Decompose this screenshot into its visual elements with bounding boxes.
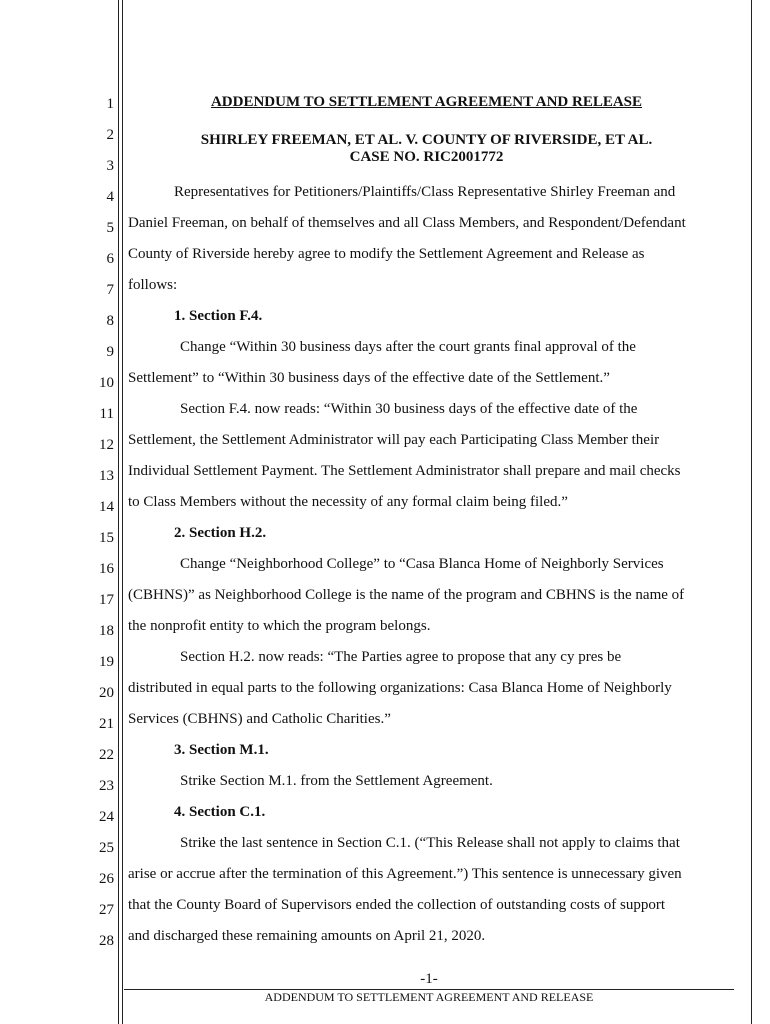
line-number: 10 [99, 375, 114, 391]
line-number: 28 [99, 933, 114, 949]
line-number: 4 [106, 189, 114, 205]
case-number: CASE NO. RIC2001772 [349, 149, 504, 165]
line-number: 22 [99, 747, 114, 763]
page-number: -1- [420, 971, 438, 987]
paragraph-line: Section H.2. now reads: “The Parties agree to propose that any cy pres be [180, 649, 622, 665]
paragraph-line: Daniel Freeman, on behalf of themselves and all Class Members, and Respondent/Defendant [128, 215, 686, 231]
line-number: 17 [99, 592, 114, 608]
footer-title: ADDENDUM TO SETTLEMENT AGREEMENT AND RELEASE [264, 990, 594, 1004]
section-m1-paragraph: Strike Section M.1. from the Settlement Agreement. [180, 773, 493, 789]
paragraph-line: follows: [128, 277, 178, 293]
paragraph-line: Services (CBHNS) and Catholic Charities.” [128, 711, 391, 727]
line-number: 13 [99, 468, 114, 484]
left-margin-rule-inner [122, 0, 123, 1024]
line-number: 14 [99, 499, 114, 515]
line-number: 8 [106, 313, 114, 329]
line-number: 11 [99, 406, 114, 422]
line-number: 20 [99, 685, 114, 701]
paragraph-line: County of Riverside hereby agree to modify the Settlement Agreement and Release as [128, 246, 645, 262]
paragraph-line: Strike the last sentence in Section C.1. (“This Release shall not apply to claims that [180, 835, 680, 851]
line-number: 16 [99, 561, 114, 577]
left-margin-rule-outer [118, 0, 119, 1024]
document-title: ADDENDUM TO SETTLEMENT AGREEMENT AND RELEASE [210, 94, 643, 110]
paragraph-line: and discharged these remaining amounts on April 21, 2020. [128, 928, 486, 944]
line-number: 6 [106, 251, 114, 267]
line-number: 24 [99, 809, 114, 825]
line-number: 2 [106, 127, 114, 143]
paragraph-line: Settlement” to “Within 30 business days of the effective date of the Settlement.” [128, 370, 610, 386]
line-number: 25 [99, 840, 114, 856]
paragraph-line: Change “Neighborhood College” to “Casa Blanca Home of Neighborly Services [180, 556, 664, 572]
paragraph-line: Representatives for Petitioners/Plaintiffs/Class Representative Shirley Freeman and [174, 184, 676, 200]
line-number: 27 [99, 902, 114, 918]
section-heading-f4: 1. Section F.4. [174, 308, 263, 324]
line-number: 12 [99, 437, 114, 453]
paragraph-line: arise or accrue after the termination of this Agreement.”) This sentence is unnecessary given [128, 866, 682, 882]
case-caption: SHIRLEY FREEMAN, ET AL. V. COUNTY OF RIVERSIDE, ET AL. [200, 132, 653, 148]
section-heading-m1: 3. Section M.1. [174, 742, 269, 758]
line-number: 21 [99, 716, 114, 732]
line-number: 18 [99, 623, 114, 639]
paragraph-line: Individual Settlement Payment. The Settlement Administrator shall prepare and mail checks [128, 463, 681, 479]
line-number: 15 [99, 530, 114, 546]
paragraph-line: the nonprofit entity to which the program belongs. [128, 618, 431, 634]
paragraph-line: that the County Board of Supervisors ended the collection of outstanding costs of support [128, 897, 665, 913]
line-number: 23 [99, 778, 114, 794]
line-number: 5 [106, 220, 114, 236]
line-number: 7 [106, 282, 114, 298]
paragraph-line: Settlement, the Settlement Administrator will pay each Participating Class Member their [128, 432, 660, 448]
paragraph-line: Change “Within 30 business days after the court grants final approval of the [180, 339, 636, 355]
section-heading-h2: 2. Section H.2. [174, 525, 267, 541]
paragraph-line: to Class Members without the necessity of any formal claim being filed.” [128, 494, 568, 510]
paragraph-line: distributed in equal parts to the following organizations: Casa Blanca Home of Neighborly [128, 680, 672, 696]
line-number: 1 [106, 96, 114, 112]
line-number: 26 [99, 871, 114, 887]
right-margin-rule [751, 0, 752, 1024]
line-number: 3 [106, 158, 114, 174]
paragraph-line: (CBHNS)” as Neighborhood College is the name of the program and CBHNS is the name of [128, 587, 685, 603]
line-number: 19 [99, 654, 114, 670]
line-number: 9 [106, 344, 114, 360]
paragraph-line: Section F.4. now reads: “Within 30 business days of the effective date of the [180, 401, 638, 417]
section-heading-c1: 4. Section C.1. [174, 804, 266, 820]
